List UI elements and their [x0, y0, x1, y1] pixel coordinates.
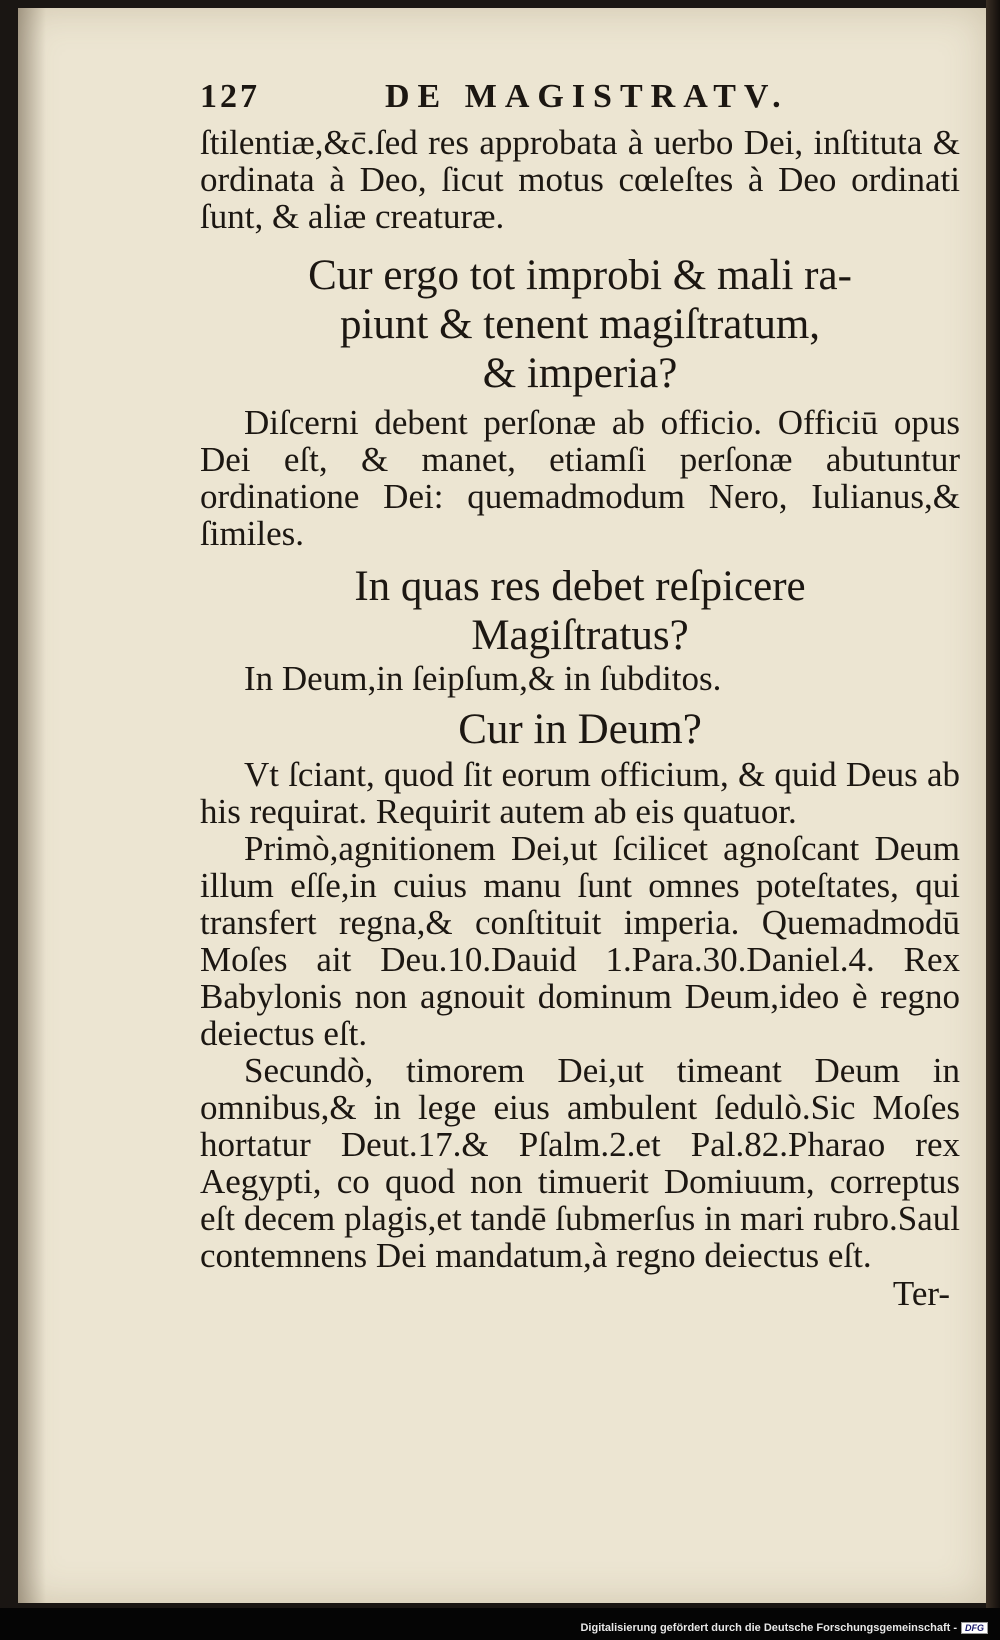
question-heading-1	[200, 251, 960, 398]
digitization-credit	[580, 1622, 988, 1634]
question-2-line-2: Magiſtratus?	[471, 612, 689, 659]
credit-text: Digitalisierung gefördert durch die Deutsche Forschungsgemeinschaft -	[580, 1622, 957, 1634]
question-2-line-1: In quas res debet reſpicere	[354, 563, 806, 610]
running-title: DE MAGISTRATV.	[385, 78, 789, 115]
gutter-shadow	[18, 8, 46, 1603]
page-edge	[986, 0, 1000, 1608]
question-1-line-3: & imperia?	[482, 350, 678, 397]
catchword: Ter-	[892, 1274, 950, 1313]
running-header	[200, 78, 960, 124]
paragraph-1: ſtilentiæ,&c̄.ſed res approbata à uerbo Dei, inſtituta & ordinata à Deo, ſicut motus cœleſtes à Deo ordinati ſunt, & aliæ creaturæ.	[200, 123, 960, 236]
paragraph-4: Vt ſciant, quod ſit eorum officium, & quid Deus ab his requirat. Requirit autem ab eis quatuor.	[200, 755, 960, 831]
page-number: 127	[200, 78, 260, 115]
paragraph-3: In Deum,in ſeipſum,& in ſubditos.	[244, 659, 722, 698]
dfg-logo: DFG	[961, 1622, 988, 1634]
paragraph-6: Secundò, timorem Dei,ut timeant Deum in omnibus,& in lege eius ambulent ſedulò.Sic Moſes hortatur Deut.17.& Pſalm.2.et Pal.82.Pharao rex Aegypti, co quod non timuerit Domiuum, correptus eſt decem plagis,et tandē ſubmerſus in mari rubro.Saul contemnens Dei mandatum,à regno deiectus eſt.	[200, 1051, 960, 1275]
text-block	[200, 78, 960, 1314]
paragraph-2: Diſcerni debent perſonæ ab officio. Officiū opus Dei eſt, & manet, etiamſi perſonæ abutuntur ordinatione Dei: quemadmodum Nero, Iulianus,& ſimiles.	[200, 403, 960, 553]
question-heading-2	[200, 562, 960, 660]
paragraph-5: Primò,agnitionem Dei,ut ſcilicet agnoſcant Deum illum eſſe,in cuius manu ſunt omnes poteſtates, qui transfert regna,& conſtituit imperia. Quemadmodū Moſes ait Deu.10.Dauid 1.Para.30.Daniel.4. Rex Babylonis non agnouit dominum Deum,ideo è regno deiectus eſt.	[200, 829, 960, 1053]
question-heading-3: Cur in Deum?	[458, 706, 702, 753]
question-1-line-2: piunt & tenent magiſtratum,	[339, 301, 821, 348]
question-1-line-1: Cur ergo tot improbi & mali ra-	[308, 252, 852, 299]
